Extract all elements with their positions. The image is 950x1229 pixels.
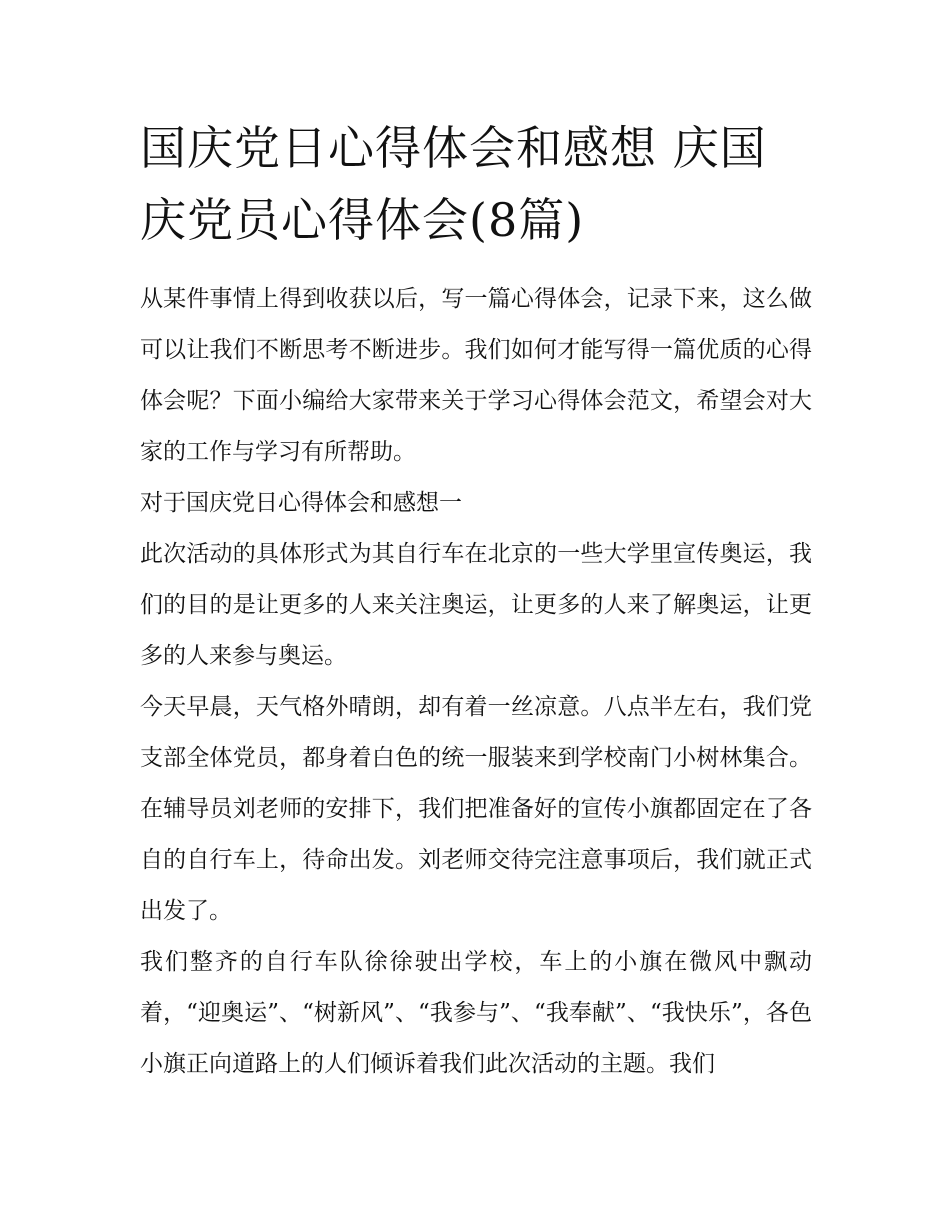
intro-paragraph: 从某件事情上得到收获以后，写一篇心得体会，记录下来，这么做可以让我们不断思考不断进步。我们如何才能写得一篇优质的心得体会呢？下面小编给大家带来关于学习心得体会范文，希望会对大家的工作与学习有所帮助。 <box>140 286 812 465</box>
body-paragraph: 我们整齐的自行车队徐徐驶出学校，车上的小旗在微风中飘动着，“迎奥运”、“树新风”、“我参与”、“我奉献”、“我快乐”，各色小旗正向道路上的人们倾诉着我们此次活动的主题。我们 <box>140 949 812 1077</box>
document-title: 国庆党日心得体会和感想 庆国庆党员心得体会(8篇) <box>140 121 767 247</box>
section-heading: 对于国庆党日心得体会和感想一 <box>140 490 462 516</box>
body-paragraph: 此次活动的具体形式为其自行车在北京的一些大学里宣传奥运，我们的目的是让更多的人来关注奥运，让更多的人来了解奥运，让更多的人来参与奥运。 <box>140 541 812 669</box>
document-content <box>140 112 812 1090</box>
body-paragraph: 今天早晨，天气格外晴朗，却有着一丝凉意。八点半左右，我们党支部全体党员，都身着白色的统一服装来到学校南门小树林集合。在辅导员刘老师的安排下，我们把准备好的宣传小旗都固定在了各自的自行车上，待命出发。刘老师交待完注意事项后，我们就正式出发了。 <box>140 694 812 924</box>
